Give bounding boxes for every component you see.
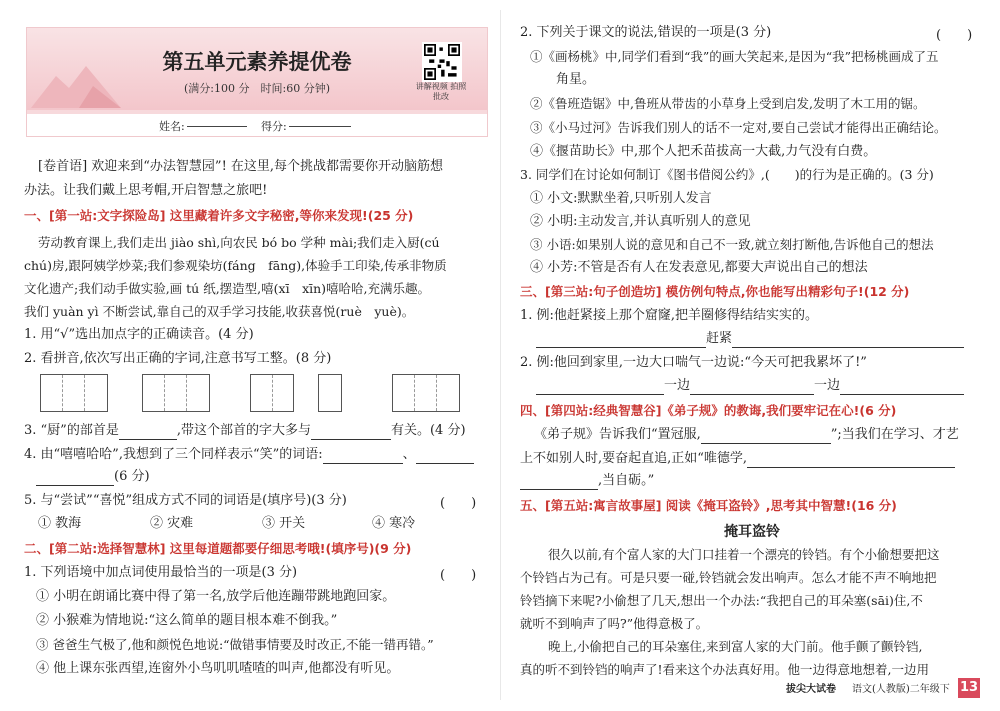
question-1-4-score: (6 分) xyxy=(114,469,150,484)
meaning-blank[interactable] xyxy=(311,439,391,440)
question-2-2: 2. 下列关于课文的说法,错误的一项是(3 分) xyxy=(520,25,772,40)
sentence-blank[interactable] xyxy=(732,347,964,348)
score-field[interactable] xyxy=(289,116,351,127)
classic-text-3: 上不如别人时,要奋起直追,正如“唯德学, xyxy=(520,451,748,466)
keyword: 一边 xyxy=(814,378,841,393)
option-item: ③ 小语:如果别人说的意见和自己不一致,就立刻打断他,告诉他自己的想法 xyxy=(530,237,934,252)
name-score-row xyxy=(27,114,487,136)
writing-grid[interactable] xyxy=(250,374,294,412)
passage-line-3: 文化遗产;我们动手做实验,画 tú 纸,摆造型,嘻(xī xīn)嘻哈哈,充满乐趣。 xyxy=(24,281,431,296)
passage-line-1: 劳动教育课上,我们走出 jiào shì,向农民 bó bo 学种 mài;我们走入厨(cú xyxy=(38,235,440,250)
option-item: ③ 开关 xyxy=(262,516,306,531)
option-item: ④ 小芳:不管是否有人在发表意见,都要大声说出自己的想法 xyxy=(530,260,868,275)
story-line-2: 个铃铛占为己有。可是只要一碰,铃铛就会发出响声。怎么才能不声不响地把 xyxy=(520,570,937,585)
option-item: ① 小文:默默坐着,只听别人发言 xyxy=(530,191,712,206)
question-3-2: 2. 例:他回到家里,一边大口喘气一边说:“今天可把我累坏了!” xyxy=(520,355,867,370)
question-1-3-part3: 有关。(4 分) xyxy=(390,423,466,438)
option-item: ①《画杨桃》中,同学们看到“我”的画大笑起来,是因为“我”把杨桃画成了五 xyxy=(530,49,939,64)
name-label: 姓名: xyxy=(159,120,185,133)
question-2-1: 1. 下列语境中加点词使用最恰当的一项是(3 分) xyxy=(24,565,298,580)
score-label: 得分: xyxy=(261,120,287,133)
question-3-1: 1. 例:他赶紧接上那个窟窿,把羊圈修得结结实实的。 xyxy=(520,308,819,323)
question-1-4: 4. 由“嘻嘻哈哈”,我想到了三个同样表示“笑”的词语: 、 xyxy=(24,446,474,464)
qr-caption: 讲解视频 拍照批改 xyxy=(415,82,467,101)
preface-line-2: 办法。让我们戴上思考帽,开启智慧之旅吧! xyxy=(24,183,268,198)
keyword: 一边 xyxy=(664,378,691,393)
story-line-3: 铃铛摘下来呢?小偷想了几天,想出一个办法:“我把自己的耳朵塞(sāi)住,不 xyxy=(520,593,923,608)
question-1-3 xyxy=(24,422,466,440)
writing-grid[interactable] xyxy=(392,374,460,412)
section-4-heading: 四、[第四站:经典智慧谷]《弟子规》的教诲,我们要牢记在心!(6 分) xyxy=(520,403,897,418)
question-1-4-text: 4. 由“嘻嘻哈哈”,我想到了三个同样表示“笑”的词语: xyxy=(24,447,323,462)
option-item: ② 小猴难为情地说:“这么简单的题目根本难不倒我。” xyxy=(36,613,338,628)
option-item: ② 灾难 xyxy=(150,516,194,531)
answer-line-3-2 xyxy=(536,377,964,395)
laugh-word-blank-2[interactable] xyxy=(416,463,474,464)
classic-text-4: ,当自砺。” xyxy=(598,473,655,488)
classic-blank-2[interactable] xyxy=(747,467,955,468)
writing-grid[interactable] xyxy=(142,374,210,412)
option-item: ① 教海 xyxy=(38,516,82,531)
keyword: 赶紧 xyxy=(706,331,733,346)
passage-line-4: 我们 yuàn yì 不断尝试,靠自己的双手学习技能,收获喜悦(ruè yuè)。 xyxy=(24,304,415,319)
section-3-heading: 三、[第三站:句子创造坊] 模仿例句特点,你也能写出精彩句子!(12 分) xyxy=(520,284,910,299)
option-item: ④《揠苗助长》中,那个人把禾苗拔高一大截,力气没有白费。 xyxy=(530,144,877,159)
classic-line-2 xyxy=(520,450,955,468)
story-line-5: 晚上,小偷把自己的耳朵塞住,来到富人家的大门前。他手颤了颤铃铛, xyxy=(548,639,923,654)
option-item: ②《鲁班造锯》中,鲁班从带齿的小草身上受到启发,发明了木工用的锯。 xyxy=(530,96,926,111)
story-line-4: 就听不到响声了吗?”他得意极了。 xyxy=(520,616,709,631)
sentence-blank[interactable] xyxy=(690,394,814,395)
classic-blank-1[interactable] xyxy=(701,443,831,444)
writing-grid[interactable] xyxy=(40,374,108,412)
exam-subtitle: (满分:100 分 时间:60 分钟) xyxy=(184,82,330,95)
exam-title: 第五单元素养提优卷 xyxy=(162,50,352,74)
question-1-4-cont xyxy=(36,468,150,486)
option-item-cont: 角星。 xyxy=(556,72,596,87)
footer-book: 语文(人教版)二年级下 xyxy=(852,684,950,695)
option-item: ② 小明:主动发言,并认真听别人的意见 xyxy=(530,214,751,229)
header-banner xyxy=(27,28,487,110)
sentence-blank[interactable] xyxy=(536,394,664,395)
question-1-3-part2: ,带这个部首的字大多与 xyxy=(176,423,311,438)
passage-line-2: chú)房,跟阿姨学炒菜;我们参观染坊(fáng fāng),体验手工印染,传承非物质 xyxy=(24,258,447,273)
question-1-2: 2. 看拼音,依次写出正确的字词,注意书写工整。(8 分) xyxy=(24,351,332,366)
section-5-heading: 五、[第五站:寓言故事屋] 阅读《掩耳盗铃》,思考其中智慧!(16 分) xyxy=(520,498,897,513)
radical-blank[interactable] xyxy=(119,439,177,440)
footer-brand: 拔尖大试卷 xyxy=(786,684,836,695)
classic-text-2: ”;当我们在学习、才艺 xyxy=(830,427,959,442)
question-1-1: 1. 用“√”选出加点字的正确读音。(4 分) xyxy=(24,327,254,342)
answer-paren[interactable]: ( ) xyxy=(936,28,973,43)
writing-grids xyxy=(22,374,482,414)
option-item: ① 小明在朗诵比赛中得了第一名,放学后他连蹦带跳地跑回家。 xyxy=(36,589,396,604)
story-title: 掩耳盗铃 xyxy=(724,524,780,540)
qr-code-icon[interactable] xyxy=(422,42,462,82)
option-item: ④ 他上课东张西望,连窗外小鸟叽叽喳喳的叫声,他都没有听见。 xyxy=(36,661,400,676)
classic-blank-3[interactable] xyxy=(520,489,598,490)
laugh-word-blank-3[interactable] xyxy=(36,485,114,486)
classic-line-1 xyxy=(534,426,959,444)
option-item: ③《小马过河》告诉我们别人的话不一定对,要自己尝试才能得出正确结论。 xyxy=(530,120,947,135)
preface-line-1: [卷首语] 欢迎来到“办法智慧园”! 在这里,每个挑战都需要你开动脑筋想 xyxy=(38,159,444,174)
page-divider xyxy=(500,10,501,700)
question-1-3-part1: 3. “厨”的部首是 xyxy=(24,423,119,438)
answer-line-3-1 xyxy=(536,330,964,348)
writing-grid[interactable] xyxy=(318,374,342,412)
sentence-blank[interactable] xyxy=(840,394,964,395)
classic-text-1: 《弟子规》告诉我们“置冠服, xyxy=(534,427,701,442)
sentence-blank[interactable] xyxy=(536,347,706,348)
question-2-3: 3. 同学们在讨论如何制订《图书借阅公约》,( )的行为是正确的。(3 分) xyxy=(520,167,934,182)
page-number: 13 xyxy=(958,678,980,698)
option-item: ③ 爸爸生气极了,他和颜悦色地说:“做错事情要及时改正,不能一错再错。” xyxy=(36,637,434,652)
option-item: ④ 寒冷 xyxy=(372,516,416,531)
section-1-heading: 一、[第一站:文字探险岛] 这里藏着许多文字秘密,等你来发现!(25 分) xyxy=(24,208,414,223)
question-1-5: 5. 与“尝试”“喜悦”组成方式不同的词语是(填序号)(3 分) xyxy=(24,493,347,508)
answer-paren[interactable]: ( ) xyxy=(440,568,477,583)
exam-header xyxy=(26,27,488,137)
classic-line-3 xyxy=(520,472,654,490)
laugh-word-blank-1[interactable] xyxy=(323,463,403,464)
story-line-6: 真的听不到铃铛的响声了!看来这个办法真好用。他一边得意地想着,一边用 xyxy=(520,662,929,677)
answer-paren[interactable]: ( ) xyxy=(440,496,477,511)
section-2-heading: 二、[第二站:选择智慧林] 这里每道题都要仔细思考哦!(填序号)(9 分) xyxy=(24,541,412,556)
name-field[interactable] xyxy=(187,116,247,127)
story-line-1: 很久以前,有个富人家的大门口挂着一个漂亮的铃铛。有个小偷想要把这 xyxy=(548,547,940,562)
